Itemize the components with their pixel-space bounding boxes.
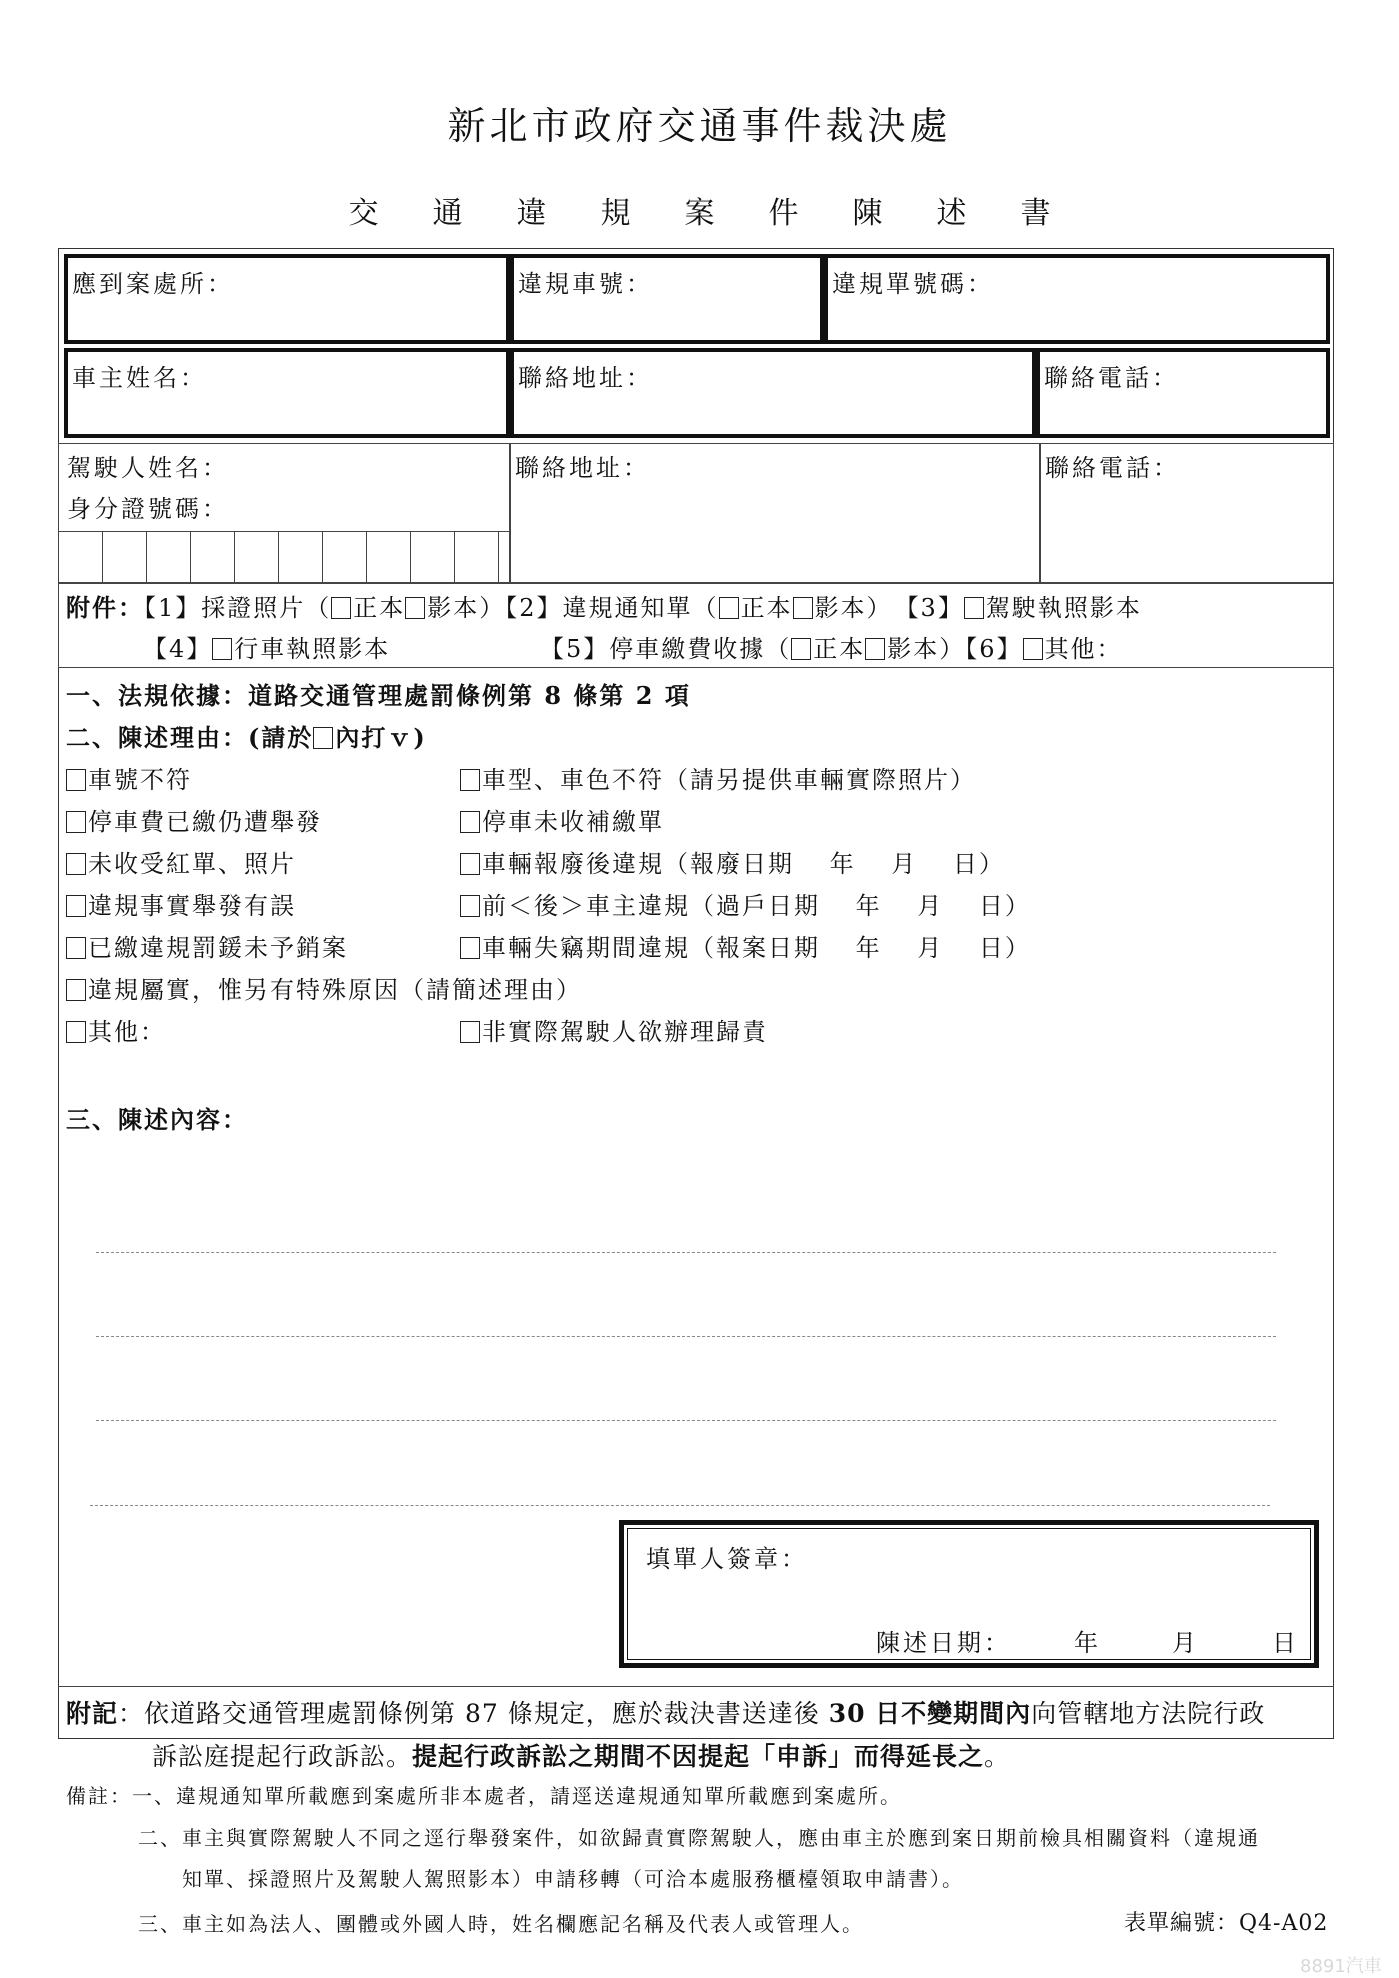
reasons-right [460, 760, 1031, 1054]
appendix-line-2: 訴訟庭提起行政訴訟。提起行政訴訟之期間不因提起「申訴」而得延長之。 [152, 1742, 1011, 1771]
owner-address-label: 聯絡地址： [518, 364, 653, 392]
checkbox[interactable] [865, 638, 885, 660]
driver-name-field[interactable] [58, 443, 510, 583]
plate-field[interactable] [510, 254, 824, 344]
checkbox[interactable] [460, 811, 480, 833]
checkbox[interactable] [212, 638, 232, 660]
owner-name-label: 車主姓名： [72, 364, 207, 392]
checkbox[interactable] [460, 853, 480, 875]
watermark: 8891汽車 [1300, 1956, 1382, 1977]
date-label: 陳述日期： [876, 1629, 1011, 1657]
office-label: 應到案處所： [72, 270, 234, 298]
reason-item[interactable]: 車輛失竊期間違規（報案日期 年 月 日） [460, 928, 1031, 970]
attachments-line-2b: 【5】停車繳費收據（ 正本 影本）【6】 其他： [540, 635, 1123, 663]
checkbox[interactable] [460, 895, 480, 917]
section-1-legal-basis: 一、法規依據：道路交通管理處罰條例第 8 條第 2 項 [66, 681, 691, 710]
note-2a: 二、車主與實際駕駛人不同之逕行舉發案件，如欲歸責實際駕駛人，應由車主於應到案日期前檢具相關資料（違規通 [138, 1826, 1260, 1850]
driver-id-label: 身分證號碼： [67, 495, 229, 523]
checkbox[interactable] [66, 853, 86, 875]
appendix-line-1: 附記：依道路交通管理處罰條例第 87 條規定，應於裁決書送達後 30 日不變期間內向管轄地方法院行政 [66, 1699, 1266, 1728]
reason-item[interactable]: 車號不符 [66, 760, 582, 802]
attachments-line-2: 【4】 行車執照影本 [143, 635, 391, 663]
id-number-boxes[interactable] [59, 531, 511, 584]
plate-label: 違規車號： [518, 270, 653, 298]
checkbox[interactable] [405, 597, 425, 619]
writing-line[interactable] [96, 1252, 1276, 1253]
reason-item[interactable]: 已繳違規罰鍰未予銷案 [66, 928, 582, 970]
checkbox[interactable] [66, 979, 86, 1001]
checkbox[interactable] [66, 895, 86, 917]
reason-item[interactable]: 違規事實舉發有誤 [66, 886, 582, 928]
signature-box[interactable] [619, 1520, 1319, 1668]
driver-address-label: 聯絡地址： [515, 454, 650, 482]
checkbox[interactable] [66, 769, 86, 791]
checkbox[interactable] [460, 937, 480, 959]
reason-item[interactable]: 停車費已繳仍遭舉發 [66, 802, 582, 844]
note-3: 三、車主如為法人、團體或外國人時，姓名欄應記名稱及代表人或管理人。 [138, 1912, 864, 1936]
organization-title: 新北市政府交通事件裁決處 [447, 104, 952, 148]
driver-phone-field[interactable] [1040, 443, 1334, 583]
checkbox[interactable] [66, 937, 86, 959]
form-title: 交通違規案件陳述書 [348, 196, 1105, 231]
reason-item[interactable]: 違規屬實，惟另有特殊原因（請簡述理由） [66, 970, 582, 1012]
form-number: 表單編號：Q4-A02 [1124, 1911, 1329, 1936]
driver-phone-label: 聯絡電話： [1045, 454, 1180, 482]
driver-name-label: 駕駛人姓名： [67, 454, 229, 482]
date-month: 月 [1172, 1629, 1199, 1657]
writing-line[interactable] [90, 1505, 1270, 1506]
owner-phone-label: 聯絡電話： [1044, 364, 1179, 392]
section-3-heading: 三、陳述內容： [66, 1105, 248, 1134]
date-day: 日 [1272, 1629, 1299, 1657]
driver-address-field[interactable] [510, 443, 1040, 583]
checkbox[interactable] [1023, 638, 1043, 660]
checkbox[interactable] [460, 1021, 480, 1043]
checkbox[interactable] [964, 597, 984, 619]
writing-line[interactable] [96, 1336, 1276, 1337]
signature-label: 填單人簽章： [646, 1545, 808, 1573]
ticket-label: 違規單號碼： [832, 270, 994, 298]
ticket-field[interactable] [824, 254, 1330, 344]
checkbox [313, 727, 333, 749]
checkbox[interactable] [460, 769, 480, 791]
reason-item[interactable]: 前＜後＞車主違規（過戶日期 年 月 日） [460, 886, 1031, 928]
attachments-label: 附件： [66, 593, 144, 622]
checkbox[interactable] [66, 1021, 86, 1043]
section-2-heading: 二、陳述理由：(請於 內打ｖ) [66, 723, 427, 752]
date-year: 年 [1074, 1629, 1101, 1657]
reason-item[interactable]: 未收受紅單、照片 [66, 844, 582, 886]
reason-item[interactable]: 停車未收補繳單 [460, 802, 1031, 844]
writing-line[interactable] [96, 1420, 1276, 1421]
owner-phone-field[interactable] [1036, 348, 1330, 438]
owner-name-field[interactable] [64, 348, 510, 438]
reason-spacer [460, 970, 1031, 1012]
checkbox[interactable] [793, 597, 813, 619]
checkbox[interactable] [791, 638, 811, 660]
checkbox[interactable] [331, 597, 351, 619]
attachments-line-1: 附件：【1】採證照片（ 正本 影本）【2】違規通知單（ 正本 影本） 【3】 駕駛執照影本 [66, 593, 1142, 622]
reason-item[interactable]: 其他： [66, 1012, 582, 1054]
owner-address-field[interactable] [510, 348, 1036, 438]
reason-item[interactable]: 非實際駕駛人欲辦理歸責 [460, 1012, 1031, 1054]
reason-item[interactable]: 車輛報廢後違規（報廢日期 年 月 日） [460, 844, 1031, 886]
checkbox[interactable] [66, 811, 86, 833]
reason-item[interactable]: 車型、車色不符（請另提供車輛實際照片） [460, 760, 1031, 802]
office-field[interactable] [64, 254, 510, 344]
checkbox[interactable] [719, 597, 739, 619]
note-2b: 知單、採證照片及駕駛人駕照影本）申請移轉（可洽本處服務櫃檯領取申請書）。 [182, 1867, 964, 1891]
note-1: 備註：一、違規通知單所載應到案處所非本處者，請逕送違規通知單所載應到案處所。 [66, 1784, 902, 1808]
